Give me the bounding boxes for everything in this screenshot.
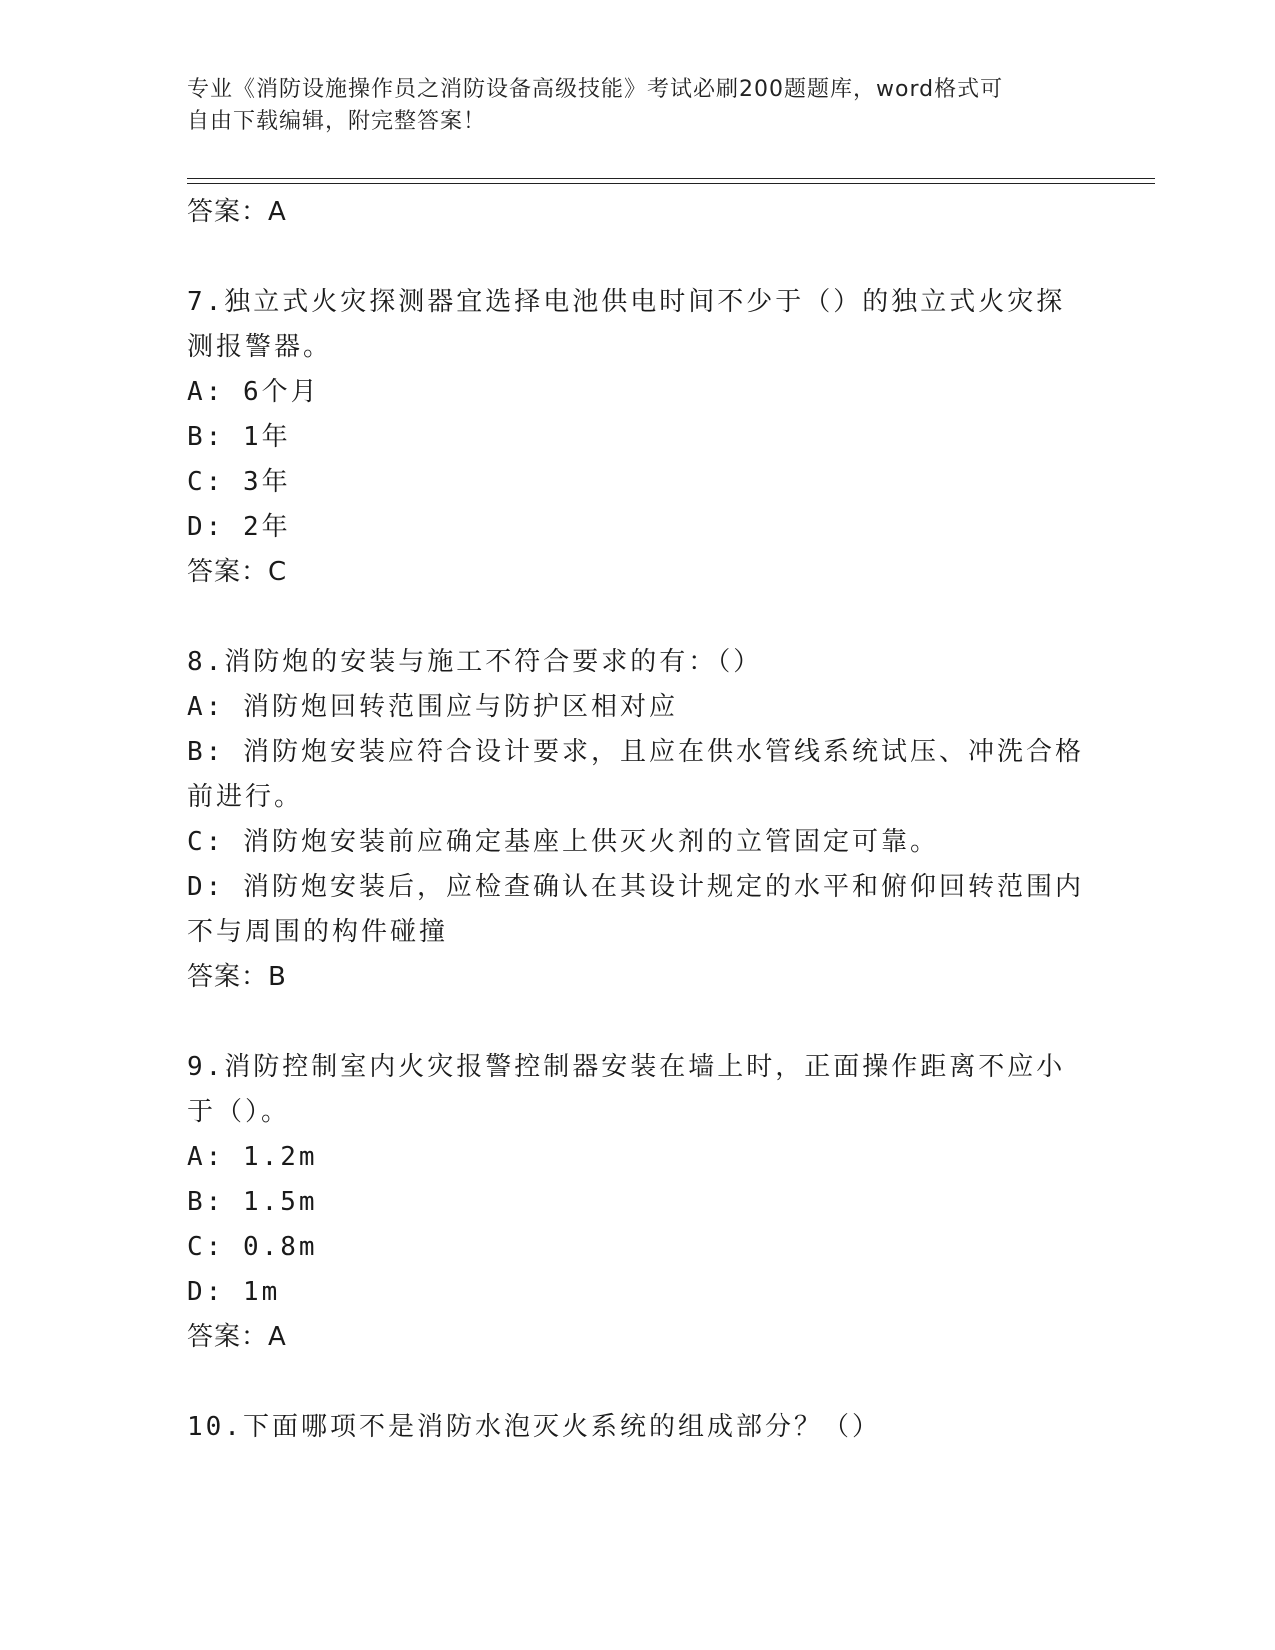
header-line-1: 专业《消防设施操作员之消防设备高级技能》考试必刷200题题库，word格式可 (187, 77, 1004, 102)
question-7 (187, 280, 1087, 595)
option-a: A: 1.2m (187, 1142, 318, 1172)
question-stem: 测报警器。 (187, 332, 333, 362)
option-a: A: 6个月 (187, 377, 320, 407)
question-9 (187, 1045, 1087, 1360)
question-answer: 答案：A (187, 1322, 287, 1352)
header-line-2: 自由下载编辑，附完整答案！ (187, 109, 487, 134)
spacer (187, 1000, 1087, 1045)
question-stem: 10.下面哪项不是消防水泡灭火系统的组成部分？（） (187, 1412, 881, 1442)
spacer (187, 1360, 1087, 1405)
option-c: C: 3年 (187, 467, 291, 497)
option-a: A: 消防炮回转范围应与防护区相对应 (187, 692, 678, 722)
option-b: B: 1年 (187, 422, 291, 452)
question-stem: 8.消防炮的安装与施工不符合要求的有：（） (187, 647, 763, 677)
question-answer: 答案：B (187, 962, 287, 992)
option-b-continued: 前进行。 (187, 782, 304, 812)
spacer (187, 595, 1087, 640)
previous-answer: 答案：A (187, 197, 287, 227)
option-b: B: 消防炮安装应符合设计要求，且应在供水管线系统试压、冲洗合格 (187, 737, 1084, 767)
question-list (187, 190, 1087, 1450)
question-8 (187, 640, 1087, 1000)
question-10 (187, 1405, 1087, 1450)
question-stem: 9.消防控制室内火灾报警控制器安装在墙上时，正面操作距离不应小 (187, 1052, 1066, 1082)
header-divider-bottom (187, 183, 1155, 184)
option-d: D: 1m (187, 1277, 281, 1307)
question-stem: 7.独立式火灾探测器宜选择电池供电时间不少于（）的独立式火灾探 (187, 287, 1066, 317)
header-divider-top (187, 178, 1155, 179)
question-stem: 于（）。 (187, 1097, 291, 1127)
option-d: D: 消防炮安装后，应检查确认在其设计规定的水平和俯仰回转范围内 (187, 872, 1084, 902)
option-c: C: 消防炮安装前应确定基座上供灭火剂的立管固定可靠。 (187, 827, 939, 857)
option-c: C: 0.8m (187, 1232, 318, 1262)
option-d-continued: 不与周围的构件碰撞 (187, 917, 449, 947)
option-d: D: 2年 (187, 512, 291, 542)
spacer (187, 235, 1087, 280)
option-b: B: 1.5m (187, 1187, 318, 1217)
page-header (187, 74, 1067, 138)
question-answer: 答案：C (187, 557, 288, 587)
